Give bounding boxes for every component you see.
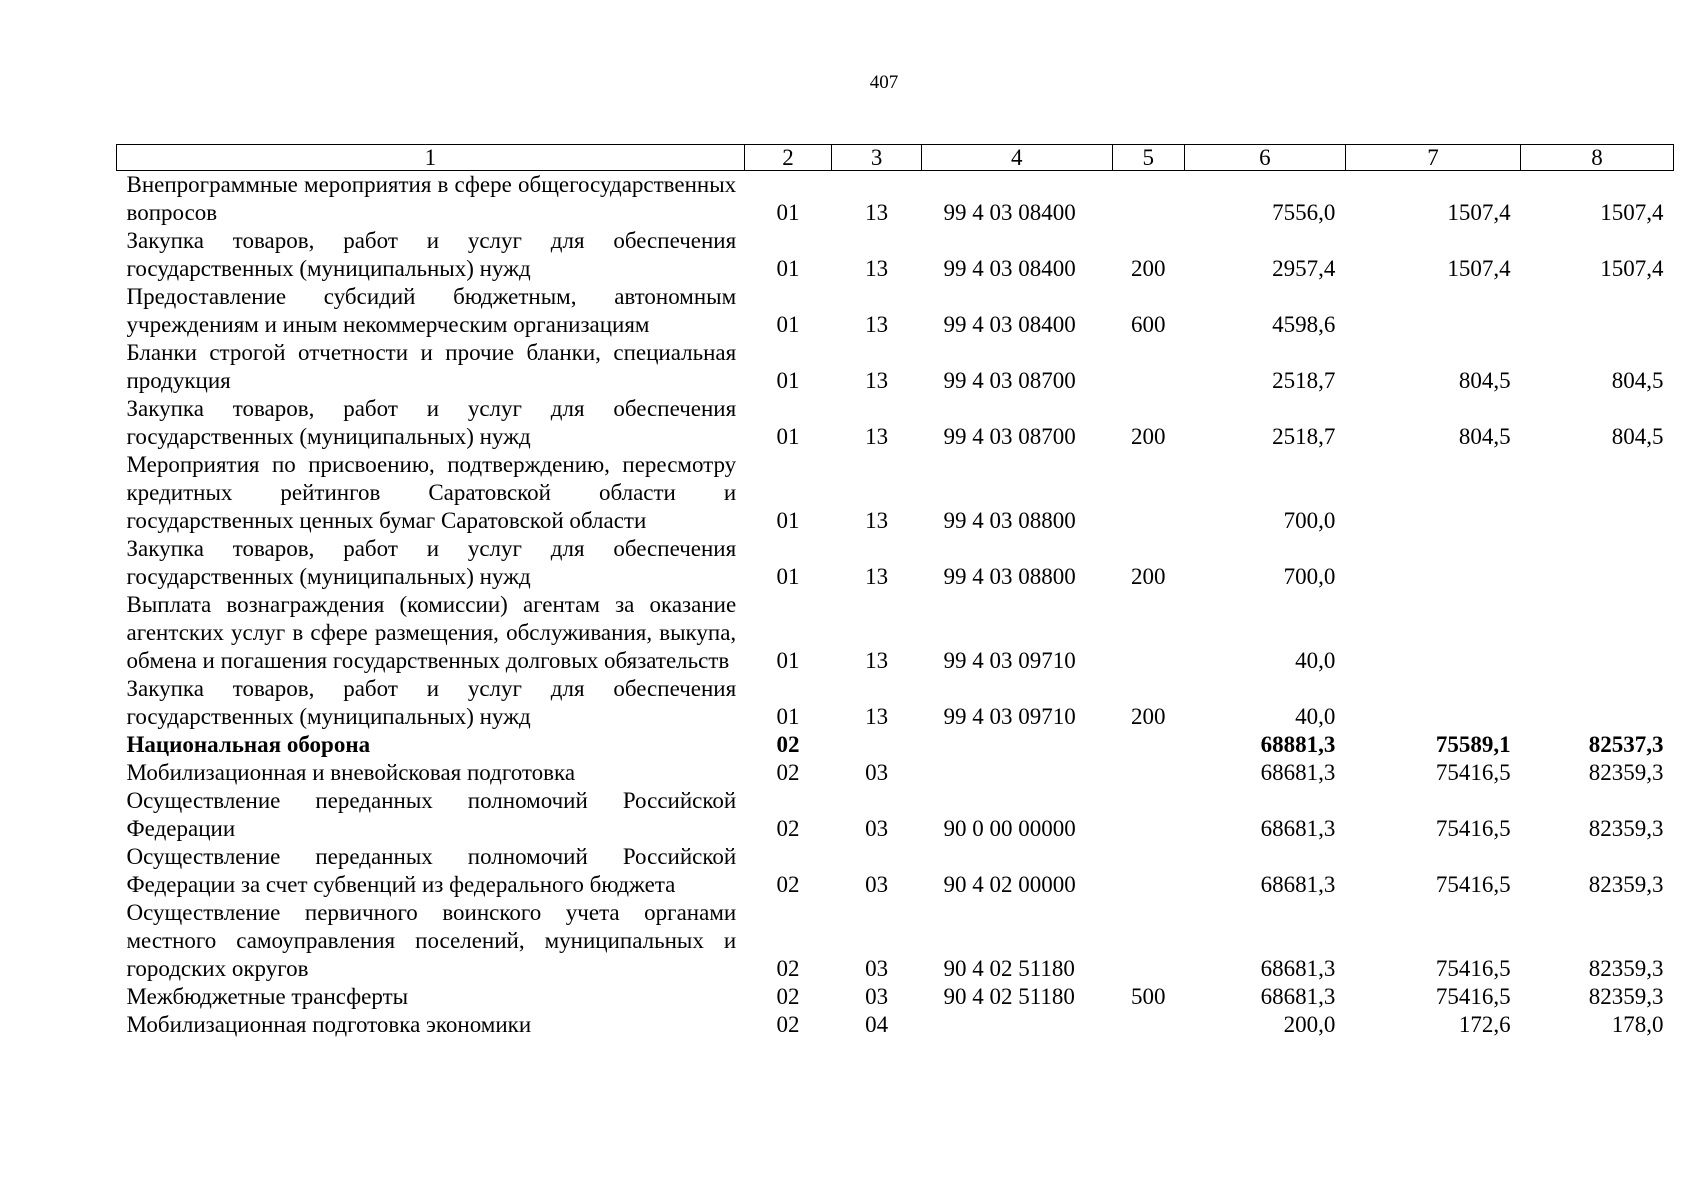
row-amount-col-7: 75416,5 <box>1435 956 1511 981</box>
row-amount-col-8: 1507,4 <box>1600 200 1664 225</box>
row-amount-col-7 <box>1345 535 1520 591</box>
row-expense-type: 600 <box>1130 312 1166 337</box>
row-amount-col-8: 178,0 <box>1611 1012 1664 1037</box>
row-target-article: 99 4 03 08800 <box>943 508 1076 533</box>
row-target-article: 99 4 03 08700 <box>943 368 1076 393</box>
row-subsection: 13 <box>865 424 889 449</box>
row-target-article <box>921 759 1112 787</box>
row-amount-col-7: 1507,4 <box>1447 256 1511 281</box>
row-subsection: 13 <box>865 564 889 589</box>
row-name: Мобилизационная подготовка экономики <box>126 1012 532 1037</box>
row-subsection: 13 <box>865 648 889 673</box>
row-subsection: 03 <box>865 816 889 841</box>
row-amount-col-8 <box>1521 283 1674 339</box>
row-target-article: 99 4 03 08800 <box>943 564 1076 589</box>
row-amount-col-6: 2957,4 <box>1272 256 1336 281</box>
row-amount-col-7: 75416,5 <box>1435 984 1511 1009</box>
row-amount-col-8 <box>1521 451 1674 535</box>
row-subsection: 03 <box>865 872 889 897</box>
row-target-article: 99 4 03 08400 <box>943 312 1076 337</box>
row-name: Предоставление субсидий бюджетным, автономным учреждениям и иным некоммерческим организациям <box>126 284 737 337</box>
row-name: Межбюджетные трансферты <box>126 984 409 1009</box>
row-amount-col-8: 1507,4 <box>1600 256 1664 281</box>
row-name: Внепрограммные мероприятия в сфере общегосударственных вопросов <box>126 172 737 225</box>
header-col-3: 3 <box>832 145 922 171</box>
row-amount-col-7 <box>1345 451 1520 535</box>
header-col-4: 4 <box>921 145 1112 171</box>
row-subsection: 03 <box>865 984 889 1009</box>
row-section: 01 <box>776 704 800 729</box>
row-target-article: 99 4 03 08400 <box>943 256 1076 281</box>
row-section: 02 <box>776 984 800 1009</box>
row-amount-col-6: 68681,3 <box>1260 984 1336 1009</box>
row-subsection <box>832 731 922 759</box>
row-amount-col-7 <box>1345 591 1520 675</box>
row-target-article: 99 4 03 09710 <box>943 648 1076 673</box>
row-amount-col-7 <box>1345 675 1520 731</box>
table-row <box>117 339 1674 395</box>
header-col-7: 7 <box>1345 145 1520 171</box>
row-section: 01 <box>776 424 800 449</box>
row-amount-col-8: 804,5 <box>1611 368 1664 393</box>
row-amount-col-6: 4598,6 <box>1272 312 1336 337</box>
row-expense-type <box>1112 731 1184 759</box>
row-amount-col-8: 82359,3 <box>1588 760 1664 785</box>
row-target-article: 90 4 02 00000 <box>943 872 1076 897</box>
row-target-article: 99 4 03 08700 <box>943 424 1076 449</box>
table-row <box>117 535 1674 591</box>
row-name: Закупка товаров, работ и услуг для обеспечения государственных (муниципальных) нужд <box>126 396 737 449</box>
row-amount-col-8 <box>1521 675 1674 731</box>
row-subsection: 03 <box>865 760 889 785</box>
row-subsection: 04 <box>865 1012 889 1037</box>
table-header <box>117 145 1674 171</box>
table-row <box>117 227 1674 283</box>
row-expense-type <box>1112 843 1184 899</box>
row-amount-col-8: 82359,3 <box>1588 872 1664 897</box>
row-name: Мобилизационная и вневойсковая подготовка <box>126 760 576 785</box>
row-amount-col-7: 1507,4 <box>1447 200 1511 225</box>
row-amount-col-8: 82359,3 <box>1588 816 1664 841</box>
row-amount-col-8: 804,5 <box>1611 424 1664 449</box>
row-expense-type <box>1112 787 1184 843</box>
row-subsection: 13 <box>865 200 889 225</box>
table-row <box>117 451 1674 535</box>
row-section: 01 <box>776 368 800 393</box>
row-expense-type <box>1112 1011 1184 1039</box>
row-subsection: 13 <box>865 368 889 393</box>
row-amount-col-8: 82537,3 <box>1588 732 1664 757</box>
row-amount-col-6: 700,0 <box>1283 508 1336 533</box>
row-expense-type: 200 <box>1130 256 1166 281</box>
row-amount-col-7: 75416,5 <box>1435 872 1511 897</box>
row-amount-col-6: 68881,3 <box>1260 732 1336 757</box>
row-section: 01 <box>776 648 800 673</box>
table-row <box>117 983 1674 1011</box>
table-row <box>117 759 1674 787</box>
row-amount-col-8: 82359,3 <box>1588 956 1664 981</box>
header-col-5: 5 <box>1112 145 1184 171</box>
row-subsection: 13 <box>865 704 889 729</box>
table-row <box>117 899 1674 983</box>
row-amount-col-7: 75416,5 <box>1435 760 1511 785</box>
header-col-2: 2 <box>744 145 832 171</box>
row-name: Национальная оборона <box>126 732 371 757</box>
row-section: 02 <box>776 760 800 785</box>
row-amount-col-6: 68681,3 <box>1260 816 1336 841</box>
table-row <box>117 591 1674 675</box>
row-section: 02 <box>776 1012 800 1037</box>
table-row <box>117 731 1674 759</box>
header-row <box>117 145 1674 171</box>
page-number: 407 <box>869 72 899 93</box>
row-target-article: 99 4 03 08400 <box>943 200 1076 225</box>
budget-table <box>116 144 1674 1039</box>
row-expense-type <box>1112 339 1184 395</box>
row-amount-col-6: 7556,0 <box>1272 200 1336 225</box>
row-amount-col-7: 75589,1 <box>1435 732 1511 757</box>
row-amount-col-6: 68681,3 <box>1260 872 1336 897</box>
table-row <box>117 843 1674 899</box>
row-name: Бланки строгой отчетности и прочие бланки, специальная продукция <box>126 340 737 393</box>
row-amount-col-6: 2518,7 <box>1272 368 1336 393</box>
row-amount-col-7: 804,5 <box>1458 368 1511 393</box>
row-amount-col-6: 68681,3 <box>1260 760 1336 785</box>
table-body <box>117 171 1674 1040</box>
row-expense-type <box>1112 899 1184 983</box>
row-target-article: 90 4 02 51180 <box>943 956 1075 981</box>
table-row <box>117 675 1674 731</box>
row-amount-col-8 <box>1521 591 1674 675</box>
row-section: 01 <box>776 256 800 281</box>
row-name: Закупка товаров, работ и услуг для обеспечения государственных (муниципальных) нужд <box>126 536 737 589</box>
table-row <box>117 171 1674 228</box>
header-col-8: 8 <box>1521 145 1674 171</box>
row-expense-type: 200 <box>1130 564 1166 589</box>
row-amount-col-8 <box>1521 535 1674 591</box>
row-name: Закупка товаров, работ и услуг для обеспечения государственных (муниципальных) нужд <box>126 676 737 729</box>
row-subsection: 13 <box>865 312 889 337</box>
row-expense-type <box>1112 171 1184 228</box>
header-col-1: 1 <box>117 145 745 171</box>
row-subsection: 03 <box>865 956 889 981</box>
row-amount-col-7 <box>1345 283 1520 339</box>
row-expense-type <box>1112 591 1184 675</box>
table-row <box>117 283 1674 339</box>
row-target-article <box>921 731 1112 759</box>
row-name: Осуществление переданных полномочий Российской Федерации за счет субвенций из федерального бюджета <box>126 844 737 897</box>
row-amount-col-6: 40,0 <box>1295 704 1336 729</box>
row-section: 01 <box>776 200 800 225</box>
row-name: Мероприятия по присвоению, подтверждению, пересмотру кредитных рейтингов Саратовской области и государственных ценных бумаг Саратовской области <box>126 452 737 533</box>
row-target-article: 90 0 00 00000 <box>943 816 1076 841</box>
table-row <box>117 787 1674 843</box>
row-target-article: 90 4 02 51180 <box>943 984 1075 1009</box>
table-row <box>117 1011 1674 1039</box>
row-name: Осуществление переданных полномочий Российской Федерации <box>126 788 737 841</box>
row-target-article: 99 4 03 09710 <box>943 704 1076 729</box>
row-section: 01 <box>776 312 800 337</box>
row-section: 02 <box>776 732 800 757</box>
row-expense-type: 500 <box>1130 984 1166 1009</box>
row-expense-type: 200 <box>1130 424 1166 449</box>
row-amount-col-6: 2518,7 <box>1272 424 1336 449</box>
row-subsection: 13 <box>865 256 889 281</box>
row-expense-type: 200 <box>1130 704 1166 729</box>
row-amount-col-7: 75416,5 <box>1435 816 1511 841</box>
row-name: Выплата вознаграждения (комиссии) агентам за оказание агентских услуг в сфере размещения, обслуживания, выкупа, обмена и погашения государственных долговых обязательств <box>126 592 737 673</box>
header-col-6: 6 <box>1184 145 1345 171</box>
row-section: 02 <box>776 816 800 841</box>
row-section: 02 <box>776 872 800 897</box>
table-row <box>117 395 1674 451</box>
row-amount-col-6: 200,0 <box>1283 1012 1336 1037</box>
row-expense-type <box>1112 451 1184 535</box>
row-section: 01 <box>776 508 800 533</box>
row-amount-col-7: 804,5 <box>1458 424 1511 449</box>
row-amount-col-6: 68681,3 <box>1260 956 1336 981</box>
row-expense-type <box>1112 759 1184 787</box>
row-section: 02 <box>776 956 800 981</box>
row-target-article <box>921 1011 1112 1039</box>
row-name: Закупка товаров, работ и услуг для обеспечения государственных (муниципальных) нужд <box>126 228 737 281</box>
row-name: Осуществление первичного воинского учета органами местного самоуправления поселений, муниципальных и городских округов <box>126 900 737 981</box>
row-amount-col-8: 82359,3 <box>1588 984 1664 1009</box>
row-amount-col-6: 700,0 <box>1283 564 1336 589</box>
row-amount-col-6: 40,0 <box>1295 648 1336 673</box>
row-amount-col-7: 172,6 <box>1458 1012 1511 1037</box>
row-section: 01 <box>776 564 800 589</box>
row-subsection: 13 <box>865 508 889 533</box>
